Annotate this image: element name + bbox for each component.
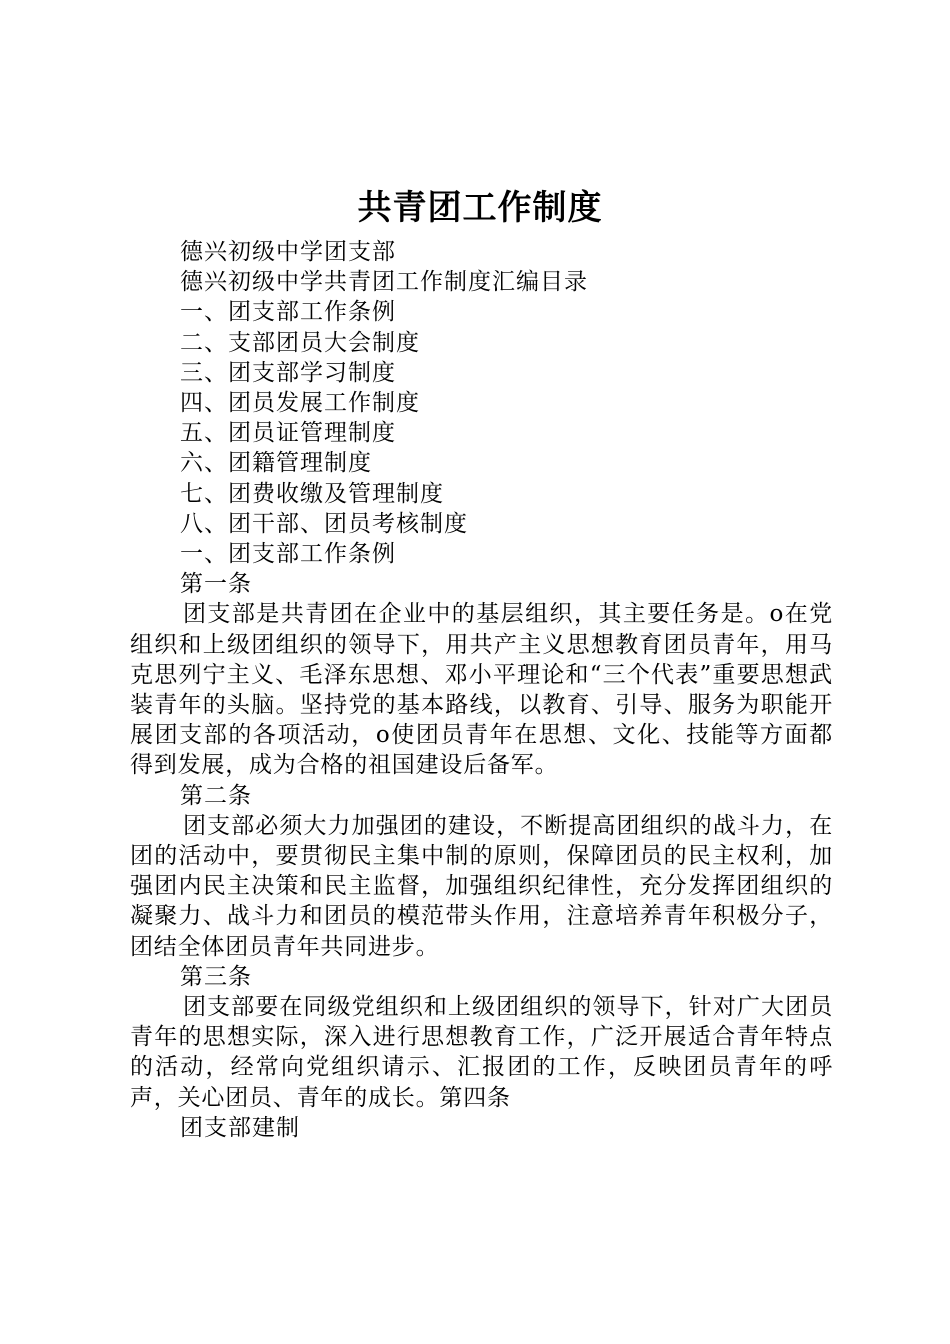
org-name: 德兴初级中学团支部 (180, 239, 396, 265)
article-label: 第三条 (180, 963, 252, 990)
toc-heading: 德兴初级中学共青团工作制度汇编目录 (180, 269, 588, 296)
last-line: 团支部建制 (180, 1114, 300, 1141)
toc-item: 五、团员证管理制度 (180, 420, 396, 447)
section-heading: 一、团支部工作条例 (180, 541, 396, 568)
article-label: 第一条 (180, 571, 252, 598)
toc-item: 一、团支部工作条例 (180, 299, 396, 326)
article-text: 团支部必须大力加强团的建设，不断提高团组织的战斗力，在团的活动中，要贯彻民主集中制的原则，保障团员的民主权利，加强团内民主决策和民主监督，加强组织纪律性，充分发挥团组织的凝聚力、战斗力和团员的模范带头作用，注意培养青年积极分子，团结全体团员青年共同进步。 (130, 812, 833, 960)
toc-item: 七、团费收缴及管理制度 (180, 480, 444, 507)
article-text: 团支部是共青团在企业中的基层组织，其主要任务是。o在党组织和上级团组织的领导下，用共产主义思想教育团员青年，用马克思列宁主义、毛泽东思想、邓小平理论和“三个代表”重要思想武装青年的头脑。坚持党的基本路线，以教育、引导、服务为职能开展团支部的各项活动，o使团员青年在思想、文化、技能等方面都得到发展，成为合格的祖国建设后备军。 (130, 601, 833, 779)
document-body (130, 237, 833, 1143)
toc-item: 四、团员发展工作制度 (180, 390, 420, 417)
article-text: 团支部要在同级党组织和上级团组织的领导下，针对广大团员青年的思想实际，深入进行思想教育工作，广泛开展适合青年特点的活动，经常向党组织请示、汇报团的工作，反映团员青年的呼声，关心团员、青年的成长。第四条 (130, 994, 833, 1111)
toc-item: 二、支部团员大会制度 (180, 329, 420, 356)
document-title: 共青团工作制度 (357, 188, 603, 228)
toc-item: 三、团支部学习制度 (180, 359, 396, 386)
article-label: 第二条 (180, 782, 252, 809)
toc-item: 六、团籍管理制度 (180, 450, 372, 477)
toc-item: 八、团干部、团员考核制度 (180, 510, 468, 537)
